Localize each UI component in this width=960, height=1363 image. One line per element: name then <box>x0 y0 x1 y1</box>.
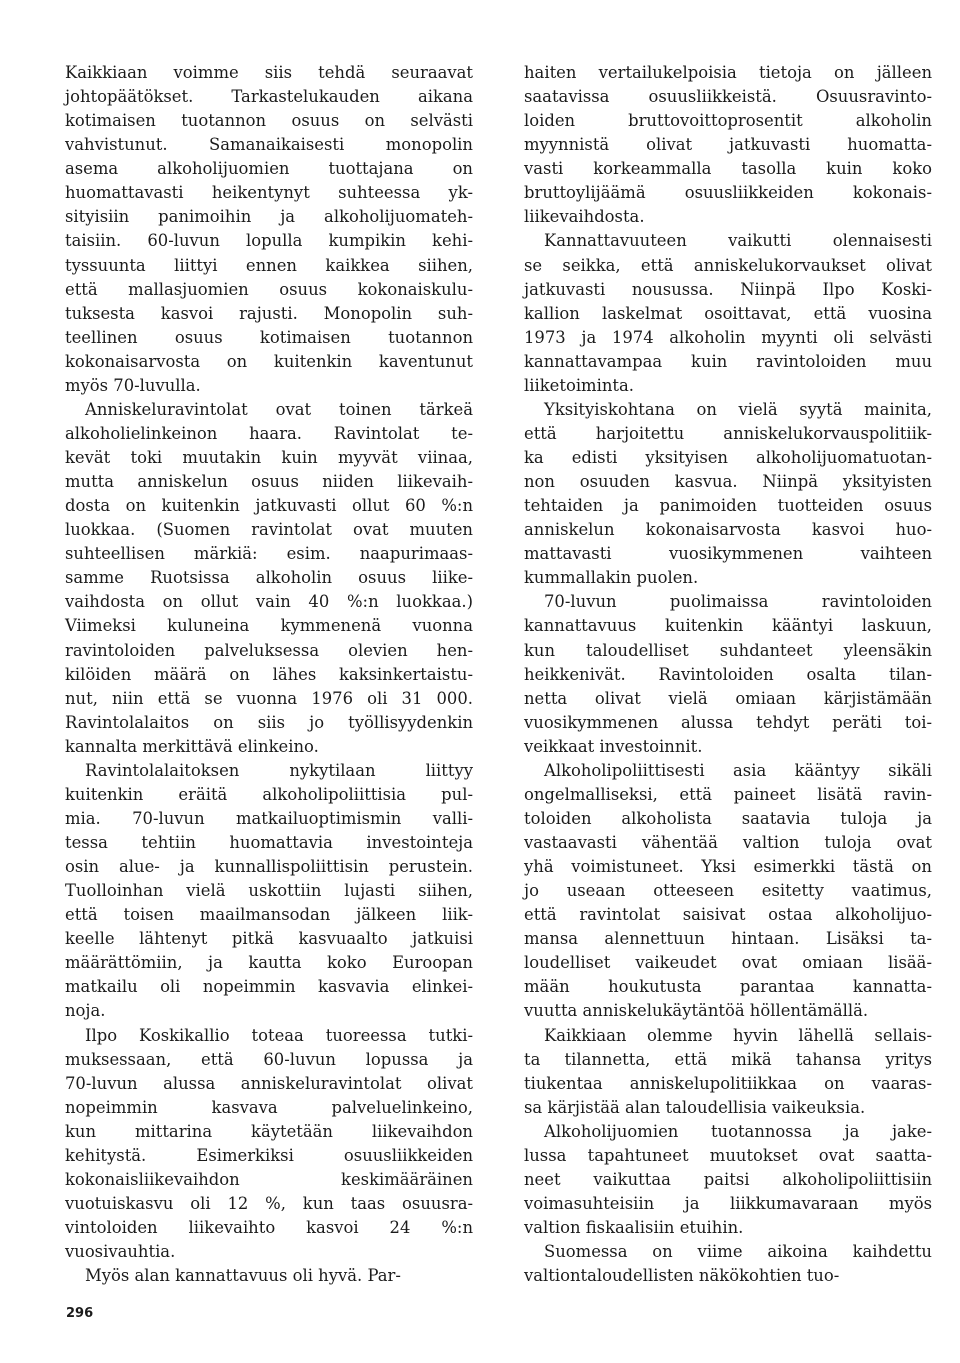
text-line: voimasuhteisiin ja liikkumavaraan myös <box>524 1193 932 1213</box>
text-line: veikkaat investoinnit. <box>524 736 703 756</box>
paragraph <box>65 398 473 759</box>
text-line: kilöiden määrä on lähes kaksinkertaistu- <box>65 664 473 684</box>
text-line: ongelmalliseksi, että paineet lisätä ravin- <box>524 784 932 804</box>
text-line: Alkoholipoliittisesti asia kääntyy sikäli <box>544 760 932 780</box>
text-line: Kaikkiaan olemme hyvin lähellä sellais- <box>544 1025 932 1045</box>
text-line: vuutta anniskelukäytäntöä höllentämällä. <box>524 1001 869 1021</box>
text-line: heikkenivät. Ravintoloiden osalta tilan- <box>524 664 932 684</box>
text-line: loiden bruttovoittoprosentit alkoholin <box>524 111 932 131</box>
text-line: että toisen maailmansodan jälkeen liik- <box>65 905 473 925</box>
text-line: että ravintolat saisivat ostaa alkoholijuo- <box>524 905 932 925</box>
text-line: loudelliset vaikeudet ovat omiaan lisää- <box>524 953 932 973</box>
text-line: vuosivauhtia. <box>65 1242 176 1262</box>
text-line: osin alue- ja kunnallispoliittisin perustein. <box>65 857 473 877</box>
text-line: kummallakin puolen. <box>524 568 699 588</box>
text-line: kokonaisliikevaihdon keskimääräinen <box>65 1169 473 1189</box>
paragraph <box>524 1240 932 1288</box>
text-line: toloiden alkoholista saatavia tuloja ja <box>524 808 932 828</box>
text-line: ka edisti yksityisen alkoholijuomatuotan- <box>524 448 932 467</box>
text-line: nopeimmin kasvava palveluelinkeino, <box>65 1097 473 1117</box>
text-line: vastaavasti vähentää valtion tuloja ovat <box>524 833 932 852</box>
paragraph <box>65 1264 473 1288</box>
text-line: liikevaihdosta. <box>524 207 645 227</box>
text-line: nut, niin että se vuonna 1976 oli 31 000. <box>65 688 473 708</box>
paragraph <box>65 61 473 398</box>
text-line: suhteellisen märkiä: esim. naapurimaas- <box>65 544 473 564</box>
text-line: ravintoloiden palveluksessa olevien hen- <box>65 640 473 660</box>
text-line: vahvistunut. Samanaikaisesti monopolin <box>65 135 473 155</box>
paragraph <box>524 61 932 229</box>
text-line: kannattavuus kuitenkin kääntyi laskuun, <box>524 616 932 636</box>
text-line: haiten vertailukelpoisia tietoja on jälleen <box>524 63 932 82</box>
text-line: kun mittarina käytetään liikevaihdon <box>65 1121 473 1141</box>
text-line: kannattavampaa kuin ravintoloiden muu <box>524 351 932 371</box>
text-line: se seikka, että anniskelukorvaukset olivat <box>524 255 932 275</box>
text-line: mattavasti vuosikymmenen vaihteen <box>524 544 932 564</box>
text-line: sa kärjistää alan taloudellisia vaikeuksia. <box>524 1097 866 1117</box>
text-line: taisiin. 60-luvun lopulla kumpikin kehi- <box>65 231 473 251</box>
text-line: jo useaan otteeseen esitetty vaatimus, <box>524 881 932 901</box>
paragraph <box>524 1120 932 1240</box>
text-line: Yksityiskohtana on vielä syytä mainita, <box>544 399 932 419</box>
text-line: kokonaisarvosta on kuitenkin kaventunut <box>65 351 473 371</box>
text-line: mansa alennettuun hintaan. Lisäksi ta- <box>524 929 932 949</box>
text-line: netta olivat vielä omiaan kärjistämään <box>524 688 932 708</box>
text-line: myynnistä olivat jatkuvasti huomatta- <box>524 135 932 155</box>
text-line: teellinen osuus kotimaisen tuotannon <box>65 327 473 347</box>
text-line: kotimaisen tuotannon osuus on selvästi <box>65 111 473 131</box>
text-line: että mallasjuomien osuus kokonaiskulu- <box>65 279 473 299</box>
paragraph <box>524 590 932 758</box>
text-line: johtopäätökset. Tarkastelukauden aikana <box>65 87 473 107</box>
text-line: myös 70-luvulla. <box>65 375 201 395</box>
text-line: kannalta merkittävä elinkeino. <box>65 736 319 756</box>
text-line: liiketoiminta. <box>524 375 634 395</box>
text-line: yhä voimistuneet. Yksi esimerkki tästä on <box>524 857 932 877</box>
text-line: kehitystä. Esimerkiksi osuusliikkeiden <box>65 1145 473 1165</box>
text-line: kallion laskelmat osoittavat, että vuosina <box>524 303 932 323</box>
text-line: määrättömiin, ja kautta koko Euroopan <box>65 953 473 973</box>
text-line: Ilpo Koskikallio toteaa tuoreessa tutki- <box>85 1025 473 1045</box>
text-line: huomattavasti heikentynyt suhteessa yk- <box>65 183 473 203</box>
left-text-column <box>65 61 473 1288</box>
text-line: mään houkutusta parantaa kannatta- <box>524 977 932 997</box>
text-line: Tuolloinhan vielä uskottiin lujasti siihen, <box>65 881 473 901</box>
text-line: keelle lähtenyt pitkä kasvuaalto jatkuisi <box>65 929 473 949</box>
text-line: valtion fiskaalisiin etuihin. <box>524 1218 744 1237</box>
text-line: tehtaiden ja panimoiden tuotteiden osuus <box>524 496 932 516</box>
text-line: tessa tehtiin huomattavia investointeja <box>65 833 473 852</box>
text-line: asema alkoholijuomien tuottajana on <box>65 159 473 179</box>
text-line: 70-luvun alussa anniskeluravintolat olivat <box>65 1073 473 1093</box>
text-line: saatavissa osuusliikkeistä. Osuusravinto- <box>524 87 932 107</box>
paragraph <box>524 398 932 591</box>
text-line: alkoholielinkeinon haara. Ravintolat te- <box>65 423 473 443</box>
text-line: bruttoylijäämä osuusliikkeiden kokonais- <box>524 183 932 203</box>
text-line: Ravintolalaitos on siis jo työllisyydenkin <box>65 712 473 732</box>
text-line: Alkoholijuomien tuotannossa ja jake- <box>544 1121 932 1141</box>
text-line: neet vaikuttaa paitsi alkoholipoliittisiin <box>524 1169 932 1189</box>
text-line: tuksesta kasvoi rajusti. Monopolin suh- <box>65 303 473 323</box>
text-line: vuotuiskasvu oli 12 %, kun taas osuusra- <box>65 1193 473 1213</box>
paragraph <box>524 229 932 397</box>
text-line: että harjoitettu anniskelukorvauspolitiik- <box>524 423 932 443</box>
text-line: Myös alan kannattavuus oli hyvä. Par- <box>85 1266 401 1286</box>
text-line: sityisiin panimoihin ja alkoholijuomateh- <box>65 207 473 227</box>
page-number: 296 <box>66 1306 94 1321</box>
text-line: samme Ruotsissa alkoholin osuus liike- <box>65 568 473 588</box>
text-line: vasti korkeammalla tasolla kuin koko <box>524 159 932 179</box>
text-line: ta tilannetta, että mikä tahansa yritys <box>524 1049 932 1069</box>
text-line: vaihdosta on ollut vain 40 %:n luokkaa.) <box>65 592 473 612</box>
text-line: dosta on kuitenkin jatkuvasti ollut 60 %:n <box>65 496 473 516</box>
paragraph <box>65 759 473 1024</box>
text-line: tyssuunta liittyi ennen kaikkea siihen, <box>65 255 473 275</box>
text-line: Kannattavuuteen vaikutti olennaisesti <box>544 231 932 251</box>
text-line: luokkaa. (Suomen ravintolat ovat muuten <box>65 520 473 540</box>
paragraph <box>524 1024 932 1120</box>
text-line: vintoloiden liikevaihto kasvoi 24 %:n <box>65 1218 473 1237</box>
text-line: non osuuden kasvua. Niinpä yksityisten <box>524 472 932 492</box>
paragraph <box>524 759 932 1024</box>
text-line: mia. 70-luvun matkailuoptimismin valli- <box>65 808 473 828</box>
text-line: 1973 ja 1974 alkoholin myynti oli selvästi <box>524 327 932 347</box>
text-line: Suomessa on viime aikoina kaihdettu <box>544 1242 932 1262</box>
text-line: Anniskeluravintolat ovat toinen tärkeä <box>85 399 473 419</box>
text-line: Kaikkiaan voimme siis tehdä seuraavat <box>65 63 473 82</box>
right-text-column <box>524 61 932 1288</box>
paragraph <box>65 1024 473 1265</box>
text-line: kuitenkin eräitä alkoholipoliittisia pul- <box>65 784 473 804</box>
text-line: valtiontaloudellisten näkökohtien tuo- <box>524 1266 840 1286</box>
text-line: tiukentaa anniskelupolitiikkaa on vaaras- <box>524 1073 932 1093</box>
text-line: lussa tapahtuneet muutokset ovat saatta- <box>524 1145 932 1165</box>
text-line: anniskelun kokonaisarvosta kasvoi huo- <box>524 520 932 540</box>
text-line: 70-luvun puolimaissa ravintoloiden <box>544 592 932 612</box>
text-line: muksessaan, että 60-luvun lopussa ja <box>65 1049 473 1069</box>
text-line: kun taloudelliset suhdanteet yleensäkin <box>524 640 932 660</box>
text-line: Ravintolalaitoksen nykytilaan liittyy <box>85 760 473 780</box>
text-line: vuosikymmenen alussa tehdyt peräti toi- <box>524 712 932 732</box>
text-line: matkailu oli nopeimmin kasvavia elinkei- <box>65 977 473 997</box>
text-line: kevät toki muutakin kuin myyvät viinaa, <box>65 448 473 467</box>
text-line: noja. <box>65 1001 106 1021</box>
text-line: Viimeksi kuluneina kymmenenä vuonna <box>65 616 473 636</box>
text-line: jatkuvasti nousussa. Niinpä Ilpo Koski- <box>524 279 932 299</box>
text-line: mutta anniskelun osuus niiden liikevaih- <box>65 472 473 492</box>
